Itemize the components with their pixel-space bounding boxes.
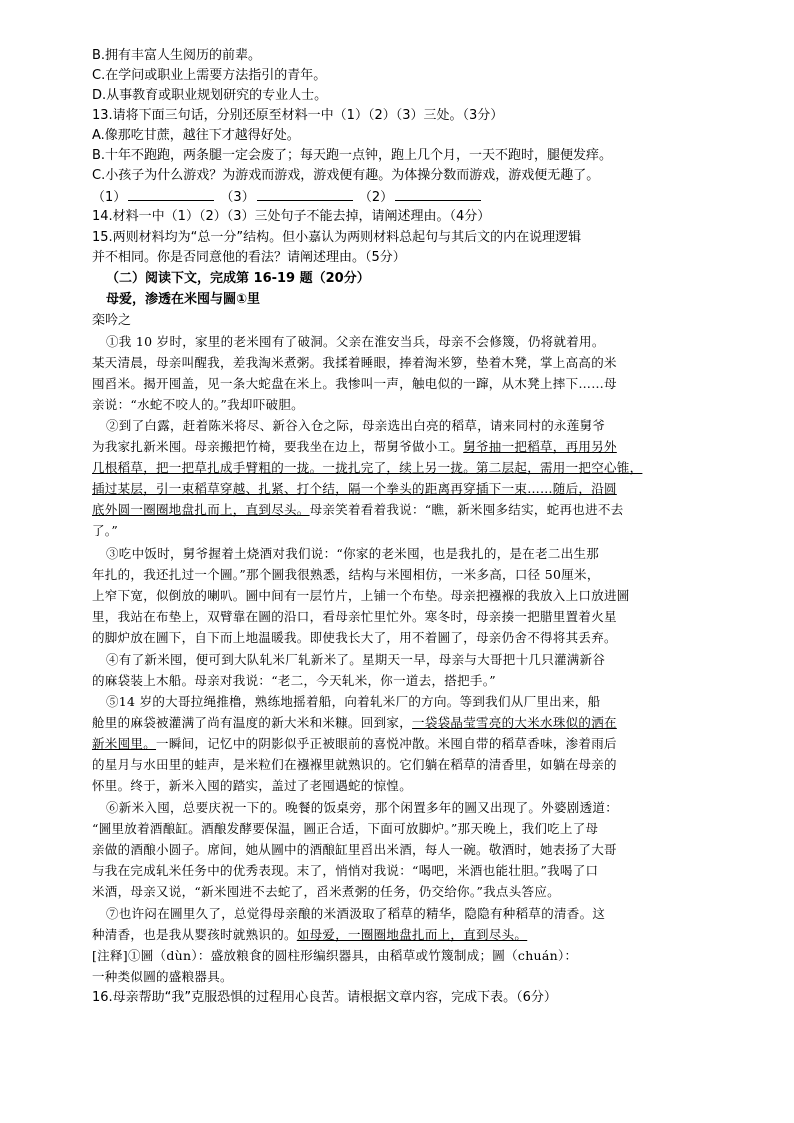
question-16: 16.母亲帮助“我”克服恐惧的过程用心良苦。请根据文章内容，完成下表。（6分） bbox=[92, 990, 557, 1005]
paragraph-3-line-1: ③吃中饭时，舅爷握着土烧酒对我们说：“你家的老米囤，也是我扎的，是在老二出生那 bbox=[106, 546, 600, 561]
question-13-stem: 13.请将下面三句话，分别还原至材料一中（1）（2）（3）三处。（3分） bbox=[92, 108, 504, 123]
paragraph-2-line-4: 插过某层，引一束稻草穿越、扎紧、打个结，隔一个拳头的距离再穿插下一束……随后，沿圆 bbox=[92, 481, 617, 496]
p7-plain: 种清香，也是我从婴孩时就熟识的。 bbox=[92, 927, 297, 942]
option-b: B.拥有丰富人生阅历的前辈。 bbox=[92, 48, 262, 63]
question-13-option-b: B.十年不跑跑，两条腿一定会废了；每天跑一点钟，跑上几个月，一天不跑时，腿便发痒。 bbox=[92, 148, 613, 163]
paragraph-5-line-2 bbox=[92, 715, 617, 730]
paragraph-2-line-5 bbox=[92, 502, 624, 517]
paragraph-7-line-1: ⑦也许闷在圌里久了，总觉得母亲酿的米酒汲取了稻草的精华，隐隐有种稻草的清香。这 bbox=[106, 906, 606, 921]
paragraph-6-line-1: ⑥新米入囤，总要庆祝一下的。晚餐的饭桌旁，那个闲置多年的圌又出现了。外婆剧透道： bbox=[106, 800, 619, 815]
paragraph-2-line-1: ②到了白露，赶着陈米将尽、新谷入仓之际，母亲选出白亮的稻草，请来同村的永莲舅爷 bbox=[106, 418, 606, 433]
paragraph-1-line-3: 囤舀米。揭开囤盖，见一条大蛇盘在米上。我惨叫一声，触电似的一蹿，从木凳上摔下……母 bbox=[92, 376, 617, 391]
question-13-option-c: C.小孩子为什么游戏？为游戏而游戏，游戏便有趣。为体操分数而游戏，游戏便无趣了。 bbox=[92, 168, 600, 183]
question-14: 14.材料一中（1）（2）（3）三处句子不能去掉，请阐述理由。（4分） bbox=[92, 209, 491, 224]
answer-blank-2[interactable] bbox=[395, 188, 481, 201]
question-13-option-a: A.像那吃甘蔗，越往下才越得好处。 bbox=[92, 128, 300, 143]
footnote-line-2: 一种类似圌的盛粮器具。 bbox=[92, 969, 233, 984]
blank-label-2: （2） bbox=[358, 190, 394, 205]
question-13-answer-blanks bbox=[92, 188, 483, 206]
p5-underlined-end: 新米囤里。 bbox=[92, 736, 157, 751]
footnote-line-1: [注释]①圌（dùn）：盛放粮食的圆柱形编织器具，由稻草或竹篾制成；圌（chuán）： bbox=[92, 948, 578, 963]
paragraph-4-line-1: ④有了新米囤，便可到大队轧米厂轧新米了。星期天一早，母亲与大哥把十几只灌满新谷 bbox=[106, 652, 606, 667]
paragraph-4-line-2: 的麻袋装上木船。母亲对我说：“老二，今天轧米，你一道去，搭把手。” bbox=[92, 673, 496, 688]
paragraph-5-line-3 bbox=[92, 736, 617, 751]
blank-label-3: （3） bbox=[220, 190, 255, 205]
blank-label-1: （1） bbox=[92, 190, 127, 205]
paragraph-5-line-4: 的星月与水田里的蛙声，是米粒们在襁褓里就熟识的。它们躺在稻草的清香里，如躺在母亲的 bbox=[92, 757, 617, 772]
paragraph-1-line-4: 亲说：“水蛇不咬人的。”我却吓破胆。 bbox=[92, 397, 304, 412]
paragraph-5-line-5: 怀里。终于，新米入囤的踏实，盖过了老囤遇蛇的惊惶。 bbox=[92, 778, 413, 793]
p7-underlined: 如母爱，一圈圈地盘扎而上，直到尽头。 bbox=[296, 927, 528, 942]
paragraph-2-line-2 bbox=[92, 439, 617, 454]
paragraph-6-line-2: “圌里放着酒酿缸。酒酿发酵要保温，圌正合适，下面可放脚炉。”那天晚上，我们吃上了母 bbox=[92, 821, 599, 836]
p2-plain-end: 母亲笑着看着我说：“瞧，新米囤多结实，蛇再也进不去 bbox=[309, 502, 624, 517]
question-15-line-1: 15.两则材料均为“总一分”结构。但小嘉认为两则材料总起句与其后文的内在说理逻辑 bbox=[92, 230, 582, 245]
answer-blank-3[interactable] bbox=[257, 188, 353, 201]
p5-plain: 舱里的麻袋被灌满了尚有温度的新大米和米糠。回到家， bbox=[92, 715, 413, 730]
paragraph-6-line-3: 亲做的酒酿小圆子。席间，她从圌中的酒酿缸里舀出米酒，每人一碗。敬酒时，她表扬了大哥 bbox=[92, 842, 617, 857]
paragraph-6-line-5: 米酒，母亲又说，“新米囤进不去蛇了，舀米煮粥的任务，仍交给你。”我点头答应。 bbox=[92, 884, 560, 899]
paragraph-2-line-6: 了。” bbox=[92, 523, 119, 538]
article-author: 栾吟之 bbox=[92, 313, 132, 328]
paragraph-2-line-3: 几根稻草，把一把草扎成手臂粗的一拢。一拢扎完了，续上另一拢。第二层起，需用一把空心锥， bbox=[92, 460, 643, 475]
paragraph-3-line-4: 里，我站在布垫上，双臂靠在圌的沿口，看母亲忙里忙外。寒冬时，母亲揍一把腊里置着火星 bbox=[92, 609, 617, 624]
p5-underlined-start: 一袋袋晶莹雪亮的大米水珠似的洒在 bbox=[412, 715, 617, 730]
p2-underlined-start: 舅爷抽一把稻草，再用另外 bbox=[463, 439, 617, 454]
paragraph-3-line-2: 年扎的，我还扎过一个圌。”那个圌我很熟悉，结构与米囤相仿，一米多高，口径 50厘米， bbox=[92, 567, 600, 582]
option-c: C.在学问或职业上需要方法指引的青年。 bbox=[92, 68, 327, 83]
p5-plain-rest: 一瞬间，记忆中的阴影似乎正被眼前的喜悦冲散。米囤自带的稻草香味，渗着雨后 bbox=[156, 736, 617, 751]
paragraph-3-line-3: 上窄下宽，似倒放的喇叭。圌中间有一层竹片，上铺一个布垫。母亲把襁褓的我放入上口放进圌 bbox=[92, 588, 630, 603]
paragraph-1-line-2: 某天清晨，母亲叫醒我，差我淘米煮粥。我揉着睡眼，捧着淘米箩，垫着木凳，掌上高高的米 bbox=[92, 355, 617, 370]
paragraph-5-line-1: ⑤14 岁的大哥拉绳推橹，熟练地摇着船，向着轧米厂的方向。等到我们从厂里出来，船 bbox=[106, 694, 601, 709]
paragraph-6-line-4: 与我在完成轧米任务中的优秀表现。末了，悄悄对我说：“喝吧，米酒也能壮胆。”我喝了口 bbox=[92, 863, 599, 878]
question-15-line-2: 并不相同。你是否同意他的看法？请阐述理由。（5分） bbox=[92, 250, 406, 265]
paragraph-3-line-5: 的脚炉放在圌下，自下而上地温暖我。即使我长大了，用不着圌了，母亲仍舍不得将其丢弃。 bbox=[92, 630, 617, 645]
answer-blank-1[interactable] bbox=[128, 188, 214, 201]
paragraph-7-line-2 bbox=[92, 927, 527, 942]
p2-plain: 为我家扎新米囤。母亲搬把竹椅，要我坐在边上，帮舅爷做小工。 bbox=[92, 439, 464, 454]
p2-underlined-end: 底外圆一圈圈地盘扎而上，直到尽头。 bbox=[92, 502, 310, 517]
paragraph-1-line-1: ①我 10 岁时，家里的老米囤有了破洞。父亲在淮安当兵，母亲不会修篾，仍将就着用。 bbox=[106, 334, 605, 349]
section-heading: （二）阅读下文，完成第 16-19 题（20分） bbox=[106, 271, 370, 286]
article-title: 母爱，渗透在米囤与圌①里 bbox=[106, 292, 261, 307]
option-d: D.从事教育或职业规划研究的专业人士。 bbox=[92, 88, 328, 103]
